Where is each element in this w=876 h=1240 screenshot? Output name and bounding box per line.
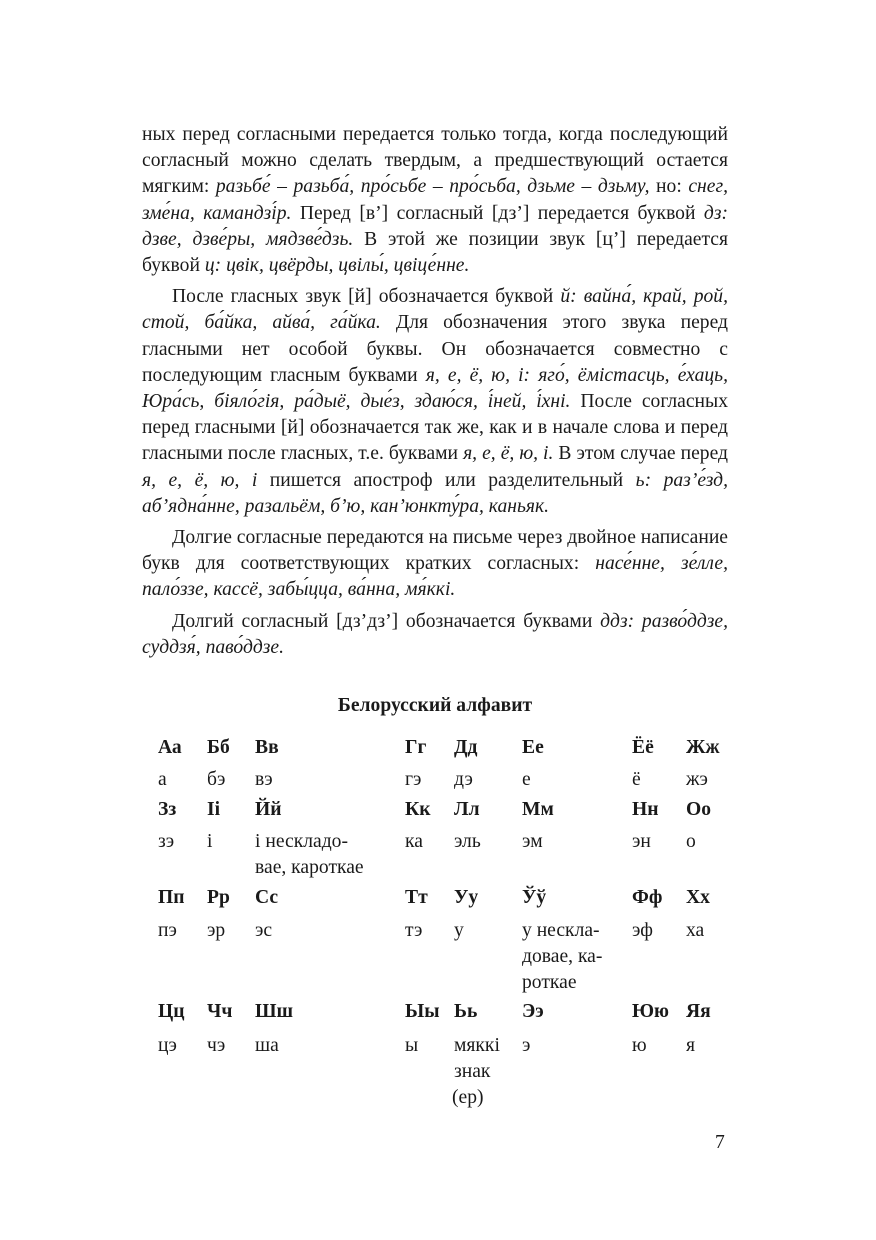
alphabet-letter: Хх bbox=[686, 887, 710, 908]
alphabet-letter-name: тэ bbox=[405, 920, 423, 941]
paragraph bbox=[142, 525, 728, 604]
alphabet-letter-name: гэ bbox=[405, 769, 422, 790]
alphabet-letter: Жж bbox=[686, 737, 720, 758]
body-text bbox=[142, 122, 728, 661]
paragraph-text: пишется апостроф или разделительный bbox=[257, 469, 636, 491]
alphabet-letter: Дд bbox=[454, 737, 478, 758]
alphabet-letter-name: эль bbox=[454, 831, 481, 852]
alphabet-letter-name: ё bbox=[632, 769, 641, 790]
italic-example-text: я, е, ё, ю, і. bbox=[463, 443, 554, 465]
paragraph-text: В этом случае перед bbox=[553, 443, 729, 465]
paragraph-text: Для обозначения этого звука перед гласными нет особой буквы. Он обозначается совместно с последующим гласным буквами bbox=[142, 312, 728, 386]
alphabet-letter-name: пэ bbox=[158, 920, 177, 941]
alphabet-letter: Ьь bbox=[454, 1001, 478, 1022]
alphabet-letter: Лл bbox=[454, 799, 480, 820]
alphabet-letter: Шш bbox=[255, 1001, 294, 1022]
alphabet-letter: Кк bbox=[405, 799, 431, 820]
italic-example-text: ддз: разво́ддзе, суддзя́, паво́ддзе. bbox=[142, 610, 729, 658]
alphabet-letter-name: е bbox=[522, 769, 531, 790]
italic-example-text: ь: раз’е́зд, аб’ядна́нне, разальём, б’ю, кан’юнкту́ра, каньяк. bbox=[142, 469, 728, 517]
paragraph-text: Долгий согласный [дз’дз’] обозначается буквами bbox=[172, 610, 601, 632]
alphabet-letter: Іі bbox=[207, 799, 221, 820]
alphabet-letter-name: эн bbox=[632, 831, 651, 852]
alphabet-letter-name: у нескла- bbox=[522, 920, 600, 941]
alphabet-letter: Нн bbox=[632, 799, 659, 820]
alphabet-letter: Ёё bbox=[632, 737, 654, 758]
alphabet-letter: Уу bbox=[454, 887, 479, 908]
alphabet-letter-name: ю bbox=[632, 1035, 647, 1056]
alphabet-letter-name: эр bbox=[207, 920, 226, 941]
italic-example-text: дз: дзве, дзве́ры, мядзве́дзь. bbox=[142, 202, 728, 250]
alphabet-letter-name: жэ bbox=[686, 769, 708, 790]
alphabet-letter: Юю bbox=[632, 1001, 670, 1022]
alphabet-letter: Йй bbox=[255, 799, 282, 820]
paragraph-text: Долгие согласные передаются на письме через двойное написание букв для соответствующих кратких согласных: bbox=[142, 527, 728, 575]
alphabet-letter-name: довае, ка- bbox=[522, 946, 603, 967]
alphabet-letter-name: мяккі bbox=[454, 1035, 500, 1056]
page-number: 7 bbox=[715, 1132, 725, 1153]
alphabet-letter-name: і нескладо- bbox=[255, 831, 348, 852]
italic-example-text: насе́нне, зе́лле, пало́ззе, кассё, забы́цца, ва́нна, мя́ккі. bbox=[142, 553, 728, 601]
alphabet-letter: Гг bbox=[405, 737, 427, 758]
alphabet-letter-name: у bbox=[454, 920, 464, 941]
italic-example-text: разьбе́ – разьба́, про́сьбе – про́сьба, дзьме – дзьму, bbox=[215, 176, 650, 198]
paragraph-text: После гласных звук [й] обозначается буквой bbox=[172, 286, 561, 308]
alphabet-letter: Ее bbox=[522, 737, 544, 758]
alphabet-letter-name: бэ bbox=[207, 769, 226, 790]
alphabet-letter: Аа bbox=[158, 737, 182, 758]
alphabet-letter-name: роткае bbox=[522, 972, 577, 993]
alphabet-letter: Тт bbox=[405, 887, 428, 908]
alphabet-letter-name: вэ bbox=[255, 769, 273, 790]
alphabet-letter-name: зэ bbox=[158, 831, 175, 852]
alphabet-letter: Зз bbox=[158, 799, 177, 820]
italic-example-text: я, е, ё, ю, і: яго́, ёмістасць, е́хаць, Юра́сь, біяло́гія, ра́дыё, дые́з, здаю́ся, і́ней, і́хні. bbox=[142, 364, 728, 413]
paragraph-text: После согласных перед гласными [й] обозначается так же, как и в начале слова и перед гласными после гласных, т.е. буквами bbox=[142, 391, 728, 465]
alphabet-letter-name: знак bbox=[454, 1061, 491, 1082]
alphabet-letter: Чч bbox=[207, 1001, 233, 1022]
alphabet-letter-name: о bbox=[686, 831, 696, 852]
alphabet-letter-name: э bbox=[522, 1035, 531, 1056]
alphabet-letter: Ўў bbox=[522, 887, 547, 908]
alphabet-letter-name: ы bbox=[405, 1035, 419, 1056]
alphabet-letter: Ыы bbox=[405, 1001, 440, 1022]
alphabet-letter: Бб bbox=[207, 737, 230, 758]
paragraph-text: В этой же позиции звук [ц’] передается буквой bbox=[142, 228, 728, 277]
alphabet-letter: Вв bbox=[255, 737, 279, 758]
paragraph-text: но: bbox=[649, 176, 689, 198]
alphabet-letter-name: цэ bbox=[158, 1035, 177, 1056]
alphabet-letter: Яя bbox=[686, 1001, 711, 1022]
alphabet-letter-name: эм bbox=[522, 831, 543, 852]
italic-example-text: я, е, ё, ю, і bbox=[142, 469, 258, 491]
alphabet-letter: Мм bbox=[522, 799, 554, 820]
alphabet-letter-name: дэ bbox=[454, 769, 473, 790]
alphabet-letter-name: чэ bbox=[207, 1035, 226, 1056]
alphabet-letter: Пп bbox=[158, 887, 185, 908]
italic-example-text: й: вайна́, край, рой, стой, ба́йка, айва́, га́йка. bbox=[142, 286, 728, 334]
alphabet-letter: Оо bbox=[686, 799, 712, 820]
alphabet-letter-name: і bbox=[207, 831, 213, 852]
italic-example-text: снег, зме́на, камандзі́р. bbox=[142, 176, 728, 224]
alphabet-title: Белорусский алфавит bbox=[337, 695, 533, 716]
alphabet-letter: Цц bbox=[158, 1001, 185, 1022]
alphabet-letter-name: эс bbox=[255, 920, 273, 941]
paragraph-text: ных перед согласными передается только тогда, когда последующий согласный можно сделать твердым, а предшествующий остается мягким: bbox=[142, 124, 728, 198]
alphabet-letter-name: ка bbox=[405, 831, 423, 852]
paragraph bbox=[142, 609, 728, 661]
alphabet-letter-name: я bbox=[686, 1035, 696, 1056]
alphabet-letter: Сс bbox=[255, 887, 279, 908]
paragraph bbox=[142, 284, 728, 520]
alphabet-letter-name: ша bbox=[255, 1035, 279, 1056]
alphabet-letter: Ээ bbox=[522, 1001, 544, 1022]
alphabet-letter-name: ха bbox=[686, 920, 705, 941]
alphabet-letter-name: вае, кароткае bbox=[255, 857, 364, 878]
paragraph-text: Перед [в’] согласный [дз’] передается буквой bbox=[291, 202, 704, 224]
paragraph bbox=[142, 122, 728, 279]
alphabet-letter: Фф bbox=[632, 887, 663, 908]
alphabet-letter-name: эф bbox=[632, 920, 653, 941]
alphabet-letter: Рр bbox=[207, 887, 230, 908]
alphabet-letter-name: (ер) bbox=[452, 1087, 484, 1108]
alphabet-letter-name: а bbox=[158, 769, 167, 790]
italic-example-text: ц: цвік, цвёрды, цвілы́, цвіце́нне. bbox=[204, 255, 470, 277]
